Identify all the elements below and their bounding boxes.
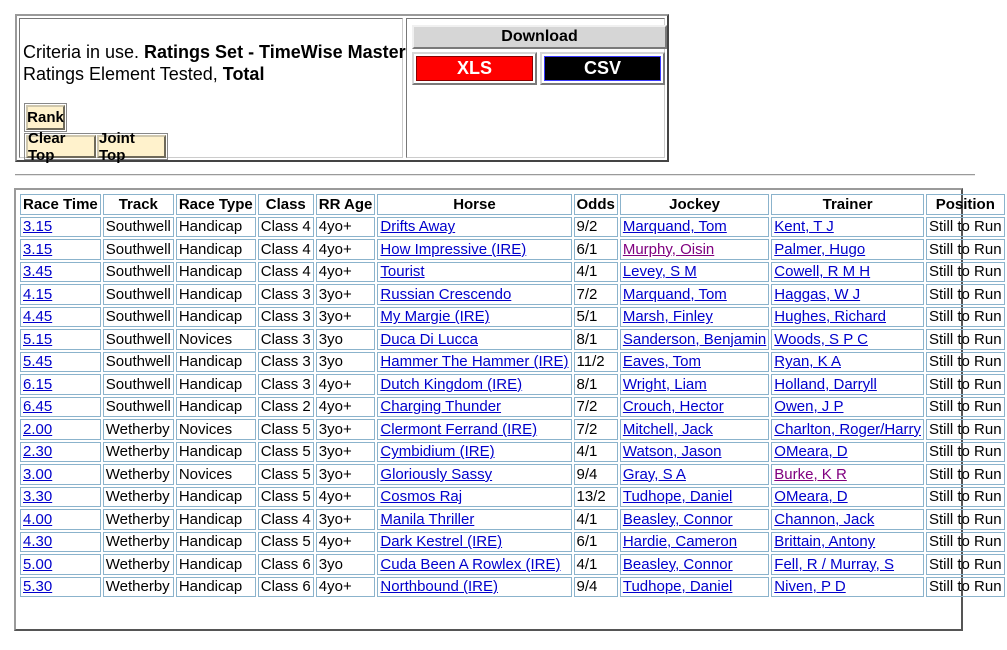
horse-link[interactable]: Dutch Kingdom (IRE) (380, 375, 523, 393)
jockey-link[interactable]: Watson, Jason (622, 443, 722, 461)
horse-link[interactable]: Tourist (380, 263, 425, 281)
jockey-link[interactable]: Tudhope, Daniel (622, 578, 733, 596)
jockey-link[interactable]: Tudhope, Daniel (622, 488, 733, 506)
horse-cell (377, 329, 571, 350)
top-buttons-frame (24, 129, 168, 164)
class-cell: Class 3 (258, 374, 314, 395)
race-time-cell (20, 532, 101, 553)
odds-cell: 4/1 (574, 442, 618, 463)
section-divider (15, 174, 975, 176)
table-row (20, 217, 1005, 238)
odds-cell: 9/4 (574, 577, 618, 598)
horse-cell (377, 419, 571, 440)
rr-age-cell: 4yo+ (316, 239, 376, 260)
odds-cell: 8/1 (574, 374, 618, 395)
odds-cell: 7/2 (574, 419, 618, 440)
race-time-link[interactable]: 3.15 (23, 218, 53, 236)
position-cell: Still to Run (926, 352, 1005, 373)
class-cell: Class 5 (258, 464, 314, 485)
trainer-link[interactable]: Palmer, Hugo (774, 240, 866, 258)
race-time-cell (20, 509, 101, 530)
race-type-cell: Handicap (176, 577, 256, 598)
odds-cell: 6/1 (574, 532, 618, 553)
jockey-cell (620, 442, 769, 463)
race-time-link[interactable]: 3.15 (23, 240, 53, 258)
jockey-link[interactable]: Beasley, Connor (622, 555, 733, 573)
jockey-cell (620, 577, 769, 598)
column-header-trainer: Trainer (771, 194, 924, 215)
column-header-race-type: Race Type (176, 194, 256, 215)
jockey-cell (620, 554, 769, 575)
jockey-cell (620, 532, 769, 553)
criteria-panel (15, 14, 669, 162)
trainer-link[interactable]: Owen, J P (774, 398, 844, 416)
race-type-cell: Handicap (176, 532, 256, 553)
jockey-link[interactable]: Levey, S M (622, 263, 697, 281)
column-header-horse: Horse (377, 194, 571, 215)
rr-age-cell: 4yo+ (316, 374, 376, 395)
horse-link[interactable]: Drifts Away (380, 218, 456, 236)
jockey-link[interactable]: Mitchell, Jack (622, 420, 713, 438)
race-time-link[interactable]: 5.00 (23, 555, 53, 573)
horse-cell (377, 464, 571, 485)
trainer-cell (771, 554, 924, 575)
table-row (20, 397, 1005, 418)
race-time-link[interactable]: 4.15 (23, 285, 53, 303)
jockey-link[interactable]: Marquand, Tom (622, 285, 727, 303)
rr-age-cell: 4yo+ (316, 262, 376, 283)
horse-link[interactable]: Hammer The Hammer (IRE) (380, 353, 569, 371)
horse-cell (377, 397, 571, 418)
race-type-cell: Handicap (176, 509, 256, 530)
track-cell: Southwell (103, 217, 174, 238)
race-type-cell: Novices (176, 419, 256, 440)
odds-cell: 5/1 (574, 307, 618, 328)
jockey-link[interactable]: Hardie, Cameron (622, 533, 738, 551)
horse-link[interactable]: Gloriously Sassy (380, 465, 493, 483)
horse-link[interactable]: Russian Crescendo (380, 285, 512, 303)
race-time-cell (20, 577, 101, 598)
horse-cell (377, 374, 571, 395)
track-cell: Wetherby (103, 554, 174, 575)
odds-cell: 7/2 (574, 284, 618, 305)
race-time-cell (20, 397, 101, 418)
jockey-link[interactable]: Eaves, Tom (622, 353, 701, 371)
track-cell: Southwell (103, 374, 174, 395)
class-cell: Class 6 (258, 577, 314, 598)
download-csv-button[interactable] (540, 52, 665, 85)
rank-button[interactable]: Rank (26, 105, 65, 130)
class-cell: Class 5 (258, 487, 314, 508)
trainer-link[interactable]: Fell, R / Murray, S (774, 555, 895, 573)
horse-link[interactable]: Cymbidium (IRE) (380, 443, 495, 461)
odds-cell: 8/1 (574, 329, 618, 350)
horse-link[interactable]: Northbound (IRE) (380, 578, 498, 596)
rr-age-cell: 3yo+ (316, 419, 376, 440)
horse-cell (377, 532, 571, 553)
trainer-cell (771, 217, 924, 238)
trainer-cell (771, 419, 924, 440)
horse-link[interactable]: Cosmos Raj (380, 488, 463, 506)
position-cell: Still to Run (926, 397, 1005, 418)
track-cell: Southwell (103, 397, 174, 418)
track-cell: Wetherby (103, 532, 174, 553)
race-type-cell: Handicap (176, 307, 256, 328)
jockey-link[interactable]: Wright, Liam (622, 375, 707, 393)
class-cell: Class 4 (258, 217, 314, 238)
column-header-race-time: Race Time (20, 194, 101, 215)
race-time-link[interactable]: 5.45 (23, 353, 53, 371)
table-row (20, 577, 1005, 598)
rr-age-cell: 3yo+ (316, 509, 376, 530)
track-cell: Wetherby (103, 509, 174, 530)
table-row (20, 352, 1005, 373)
trainer-link[interactable]: Burke, K R (774, 465, 847, 483)
track-cell: Wetherby (103, 419, 174, 440)
results-table (18, 192, 1007, 599)
horse-cell (377, 487, 571, 508)
jockey-link[interactable]: Sanderson, Benjamin (622, 330, 767, 348)
class-cell: Class 5 (258, 532, 314, 553)
position-cell: Still to Run (926, 442, 1005, 463)
trainer-cell (771, 397, 924, 418)
race-time-link[interactable]: 6.45 (23, 398, 53, 416)
race-type-cell: Handicap (176, 284, 256, 305)
position-cell: Still to Run (926, 329, 1005, 350)
track-cell: Southwell (103, 262, 174, 283)
trainer-cell (771, 262, 924, 283)
odds-cell: 9/4 (574, 464, 618, 485)
race-time-cell (20, 307, 101, 328)
trainer-cell (771, 329, 924, 350)
position-cell: Still to Run (926, 239, 1005, 260)
criteria-prefix: Criteria in use. (23, 42, 145, 62)
trainer-cell (771, 464, 924, 485)
trainer-link[interactable]: OMeara, D (774, 443, 848, 461)
position-cell: Still to Run (926, 532, 1005, 553)
rr-age-cell: 4yo+ (316, 487, 376, 508)
table-row (20, 487, 1005, 508)
class-cell: Class 6 (258, 554, 314, 575)
position-cell: Still to Run (926, 464, 1005, 485)
track-cell: Wetherby (103, 487, 174, 508)
trainer-cell (771, 239, 924, 260)
horse-cell (377, 509, 571, 530)
table-row (20, 509, 1005, 530)
trainer-link[interactable]: Hughes, Richard (774, 308, 887, 326)
trainer-cell (771, 374, 924, 395)
csv-label: CSV (544, 56, 661, 81)
position-cell: Still to Run (926, 307, 1005, 328)
horse-cell (377, 577, 571, 598)
rr-age-cell: 3yo (316, 352, 376, 373)
position-cell: Still to Run (926, 577, 1005, 598)
track-cell: Southwell (103, 307, 174, 328)
rr-age-cell: 3yo+ (316, 307, 376, 328)
jockey-cell (620, 374, 769, 395)
table-row (20, 239, 1005, 260)
jockey-cell (620, 329, 769, 350)
race-time-cell (20, 554, 101, 575)
jockey-cell (620, 509, 769, 530)
track-cell: Wetherby (103, 577, 174, 598)
odds-cell: 7/2 (574, 397, 618, 418)
table-row (20, 307, 1005, 328)
class-cell: Class 2 (258, 397, 314, 418)
race-time-cell (20, 487, 101, 508)
element-value: Total (222, 64, 265, 84)
race-time-cell (20, 329, 101, 350)
table-row (20, 284, 1005, 305)
table-header-row (20, 194, 1005, 215)
class-cell: Class 4 (258, 509, 314, 530)
rr-age-cell: 3yo+ (316, 284, 376, 305)
class-cell: Class 5 (258, 419, 314, 440)
table-row (20, 262, 1005, 283)
race-time-link[interactable]: 4.45 (23, 308, 53, 326)
position-cell: Still to Run (926, 509, 1005, 530)
race-time-link[interactable]: 6.15 (23, 375, 53, 393)
race-time-cell (20, 352, 101, 373)
jockey-cell (620, 419, 769, 440)
column-header-track: Track (103, 194, 174, 215)
jockey-link[interactable]: Murphy, Oisin (622, 240, 715, 258)
column-header-class: Class (258, 194, 314, 215)
jockey-link[interactable]: Marsh, Finley (622, 308, 713, 326)
jockey-cell (620, 239, 769, 260)
race-time-cell (20, 217, 101, 238)
column-header-rr-age: RR Age (316, 194, 376, 215)
race-time-cell (20, 284, 101, 305)
race-time-link[interactable]: 2.00 (23, 420, 53, 438)
race-time-link[interactable]: 4.00 (23, 510, 53, 528)
race-time-link[interactable]: 3.30 (23, 488, 53, 506)
jockey-cell (620, 307, 769, 328)
race-type-cell: Handicap (176, 262, 256, 283)
table-row (20, 329, 1005, 350)
race-type-cell: Handicap (176, 239, 256, 260)
race-time-link[interactable]: 5.30 (23, 578, 53, 596)
download-cell (406, 18, 665, 158)
jockey-link[interactable]: Marquand, Tom (622, 218, 727, 236)
odds-cell: 11/2 (574, 352, 618, 373)
race-type-cell: Handicap (176, 442, 256, 463)
odds-cell: 9/2 (574, 217, 618, 238)
horse-link[interactable]: My Margie (IRE) (380, 308, 490, 326)
class-cell: Class 3 (258, 284, 314, 305)
rank-button-frame (24, 103, 67, 132)
horse-cell (377, 217, 571, 238)
race-type-cell: Handicap (176, 374, 256, 395)
horse-cell (377, 352, 571, 373)
horse-link[interactable]: Dark Kestrel (IRE) (380, 533, 503, 551)
race-time-link[interactable]: 5.15 (23, 330, 53, 348)
trainer-link[interactable]: Channon, Jack (774, 510, 875, 528)
horse-link[interactable]: Cuda Been A Rowlex (IRE) (380, 555, 561, 573)
jockey-cell (620, 284, 769, 305)
jockey-cell (620, 487, 769, 508)
rr-age-cell: 3yo+ (316, 464, 376, 485)
table-row (20, 374, 1005, 395)
rr-age-cell: 3yo (316, 554, 376, 575)
race-time-cell (20, 464, 101, 485)
table-row (20, 419, 1005, 440)
jockey-link[interactable]: Beasley, Connor (622, 510, 733, 528)
odds-cell: 6/1 (574, 239, 618, 260)
trainer-cell (771, 577, 924, 598)
class-cell: Class 4 (258, 262, 314, 283)
table-row (20, 442, 1005, 463)
trainer-cell (771, 442, 924, 463)
race-time-cell (20, 239, 101, 260)
position-cell: Still to Run (926, 284, 1005, 305)
clear-top-button[interactable]: Clear Top (26, 135, 96, 158)
horse-link[interactable]: Manila Thriller (380, 510, 475, 528)
jockey-link[interactable]: Crouch, Hector (622, 398, 724, 416)
horse-cell (377, 554, 571, 575)
class-cell: Class 3 (258, 307, 314, 328)
race-type-cell: Novices (176, 329, 256, 350)
jockey-cell (620, 262, 769, 283)
horse-cell (377, 307, 571, 328)
element-prefix: Ratings Element Tested, (23, 64, 223, 84)
track-cell: Wetherby (103, 464, 174, 485)
trainer-link[interactable]: Brittain, Antony (774, 533, 876, 551)
position-cell: Still to Run (926, 262, 1005, 283)
column-header-jockey: Jockey (620, 194, 769, 215)
race-type-cell: Handicap (176, 217, 256, 238)
download-xls-button[interactable] (412, 52, 537, 85)
rr-age-cell: 3yo+ (316, 442, 376, 463)
column-header-position: Position (926, 194, 1005, 215)
rr-age-cell: 4yo+ (316, 217, 376, 238)
track-cell: Southwell (103, 284, 174, 305)
trainer-link[interactable]: OMeara, D (774, 488, 848, 506)
joint-top-button[interactable]: Joint Top (97, 135, 166, 158)
race-type-cell: Handicap (176, 487, 256, 508)
xls-label: XLS (416, 56, 533, 81)
column-header-odds: Odds (574, 194, 618, 215)
jockey-link[interactable]: Gray, S A (622, 465, 686, 483)
race-type-cell: Novices (176, 464, 256, 485)
race-time-cell (20, 419, 101, 440)
trainer-link[interactable]: Cowell, R M H (774, 263, 871, 281)
download-title: Download (412, 25, 667, 49)
rr-age-cell: 4yo+ (316, 532, 376, 553)
horse-link[interactable]: Duca Di Lucca (380, 330, 478, 348)
odds-cell: 4/1 (574, 509, 618, 530)
class-cell: Class 5 (258, 442, 314, 463)
class-cell: Class 3 (258, 329, 314, 350)
trainer-cell (771, 352, 924, 373)
horse-cell (377, 262, 571, 283)
horse-cell (377, 284, 571, 305)
trainer-cell (771, 532, 924, 553)
odds-cell: 4/1 (574, 262, 618, 283)
race-time-cell (20, 442, 101, 463)
jockey-cell (620, 464, 769, 485)
jockey-cell (620, 352, 769, 373)
trainer-link[interactable]: Charlton, Roger/Harry (774, 420, 921, 438)
table-row (20, 532, 1005, 553)
race-time-cell (20, 374, 101, 395)
race-type-cell: Handicap (176, 554, 256, 575)
criteria-cell (19, 18, 406, 164)
track-cell: Wetherby (103, 442, 174, 463)
horse-cell (377, 442, 571, 463)
trainer-link[interactable]: Kent, T J (774, 218, 834, 236)
trainer-link[interactable]: Woods, S P C (774, 330, 868, 348)
trainer-cell (771, 284, 924, 305)
position-cell: Still to Run (926, 217, 1005, 238)
race-type-cell: Handicap (176, 352, 256, 373)
class-cell: Class 3 (258, 352, 314, 373)
track-cell: Southwell (103, 329, 174, 350)
position-cell: Still to Run (926, 419, 1005, 440)
trainer-cell (771, 487, 924, 508)
jockey-cell (620, 397, 769, 418)
rr-age-cell: 4yo+ (316, 577, 376, 598)
race-time-link[interactable]: 2.30 (23, 443, 53, 461)
table-row (20, 554, 1005, 575)
jockey-cell (620, 217, 769, 238)
trainer-link[interactable]: Niven, P D (774, 578, 846, 596)
table-body (20, 217, 1005, 598)
trainer-link[interactable]: Ryan, K A (774, 353, 841, 371)
trainer-cell (771, 509, 924, 530)
horse-link[interactable]: Clermont Ferrand (IRE) (380, 420, 538, 438)
rr-age-cell: 3yo (316, 329, 376, 350)
class-cell: Class 4 (258, 239, 314, 260)
race-time-link[interactable]: 3.45 (23, 263, 53, 281)
position-cell: Still to Run (926, 374, 1005, 395)
table-row (20, 464, 1005, 485)
race-time-link[interactable]: 4.30 (23, 533, 53, 551)
trainer-link[interactable]: Holland, Darryll (774, 375, 877, 393)
position-cell: Still to Run (926, 554, 1005, 575)
odds-cell: 13/2 (574, 487, 618, 508)
race-time-cell (20, 262, 101, 283)
results-table-frame (14, 188, 1002, 631)
track-cell: Southwell (103, 239, 174, 260)
horse-link[interactable]: Charging Thunder (380, 398, 502, 416)
race-time-link[interactable]: 3.00 (23, 465, 53, 483)
rr-age-cell: 4yo+ (316, 397, 376, 418)
track-cell: Southwell (103, 352, 174, 373)
trainer-cell (771, 307, 924, 328)
trainer-link[interactable]: Haggas, W J (774, 285, 861, 303)
odds-cell: 4/1 (574, 554, 618, 575)
horse-link[interactable]: How Impressive (IRE) (380, 240, 527, 258)
horse-cell (377, 239, 571, 260)
position-cell: Still to Run (926, 487, 1005, 508)
ratings-set-value: Ratings Set - TimeWise Master (144, 42, 406, 62)
criteria-text (23, 41, 406, 85)
race-type-cell: Handicap (176, 397, 256, 418)
